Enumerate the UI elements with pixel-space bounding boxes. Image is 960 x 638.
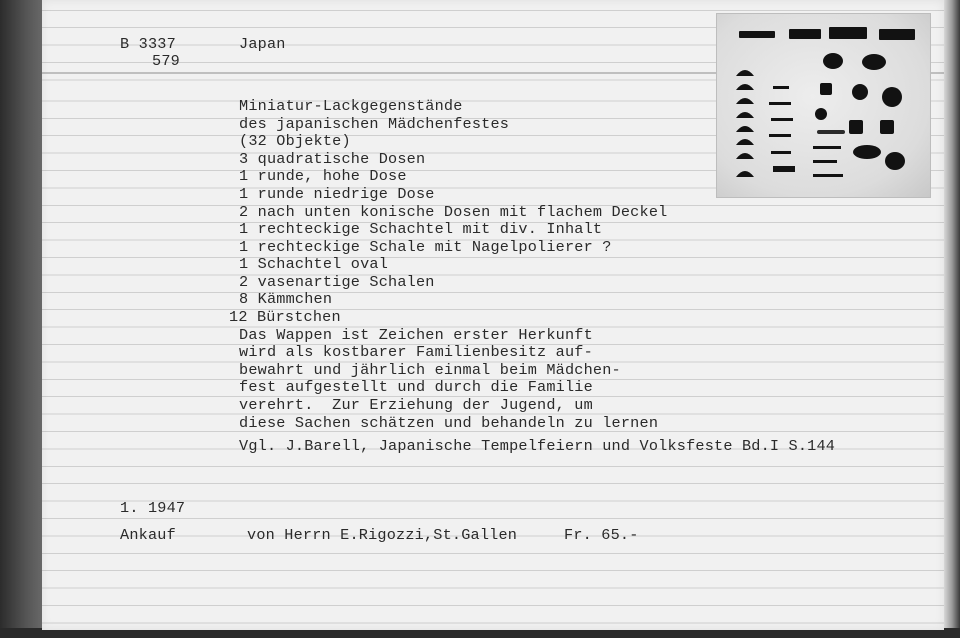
square-box-object [849,120,863,134]
comb-object [736,153,754,159]
title-line: Miniatur-Lackgegenstände [239,97,463,115]
notes-line: Das Wappen ist Zeichen erster Herkunft [239,326,593,344]
item-line: 1 runde, hohe Dose [239,167,407,185]
vase-object [885,152,905,170]
acquisition-price: Fr. 65.- [564,526,639,544]
item-line: 3 quadratische Dosen [239,150,426,168]
brush-object [813,146,841,149]
background-left [0,0,44,638]
origin: Japan [239,35,286,53]
item-line: 1 rechteckige Schachtel mit div. Inhalt [239,220,603,238]
brush-object [773,86,789,89]
item-line: 1 runde niedrige Dose [239,185,435,203]
square-box-object [820,83,832,95]
round-box-object [852,84,868,100]
notes-line: fest aufgestellt und durch die Familie [239,378,593,396]
notes-line: wird als kostbarer Familienbesitz auf- [239,343,593,361]
item-line: 1 rechteckige Schale mit Nagelpolierer ? [239,238,612,256]
comb-object [736,171,754,177]
comb-object [736,98,754,104]
lacquer-objects-photo [716,13,931,198]
comb-object [736,84,754,90]
item-line: 2 nach unten konische Dosen mit flachem Deckel [239,203,668,221]
comb-object [736,70,754,76]
nail-polisher-object [817,130,845,134]
brush-object [771,151,791,154]
round-box-object [882,87,902,107]
item-line: 1 Schachtel oval [239,255,389,273]
background-right [944,0,960,638]
square-box-object [880,120,894,134]
box-object [739,31,775,38]
round-box-object [862,54,886,70]
item-line: 8 Kämmchen [239,290,333,308]
acquisition-type: Ankauf [120,526,176,544]
brush-object [769,102,791,105]
reference-line: Vgl. J.Barell, Japanische Tempelfeiern und Volksfeste Bd.I S.144 [239,437,836,455]
comb-object [736,126,754,132]
box-object [879,29,915,40]
box-object [789,29,821,39]
sub-number: 579 [152,52,180,70]
object-count: (32 Objekte) [239,132,351,150]
round-box-object [823,53,843,69]
notes-line: verehrt. Zur Erziehung der Jugend, um [239,396,593,414]
acquisition-date: 1. 1947 [120,499,186,517]
brush-object [813,174,843,177]
catalog-number: B 3337 [120,35,176,53]
brush-object [773,166,795,172]
notes-line: bewahrt und jährlich einmal beim Mädchen- [239,361,621,379]
photo-objects [717,14,930,197]
brush-object [771,118,793,121]
box-object [829,27,867,39]
brush-object [769,134,791,137]
round-box-object [815,108,827,120]
oval-box-object [853,145,881,159]
comb-object [736,112,754,118]
title-line: des japanischen Mädchenfestes [239,115,510,133]
item-line: 12 Bürstchen [229,308,341,326]
brush-object [813,160,837,163]
notes-line: diese Sachen schätzen und behandeln zu lernen [239,414,659,432]
acquisition-source: von Herrn E.Rigozzi,St.Gallen [247,526,518,544]
item-line: 2 vasenartige Schalen [239,273,435,291]
comb-object [736,139,754,145]
